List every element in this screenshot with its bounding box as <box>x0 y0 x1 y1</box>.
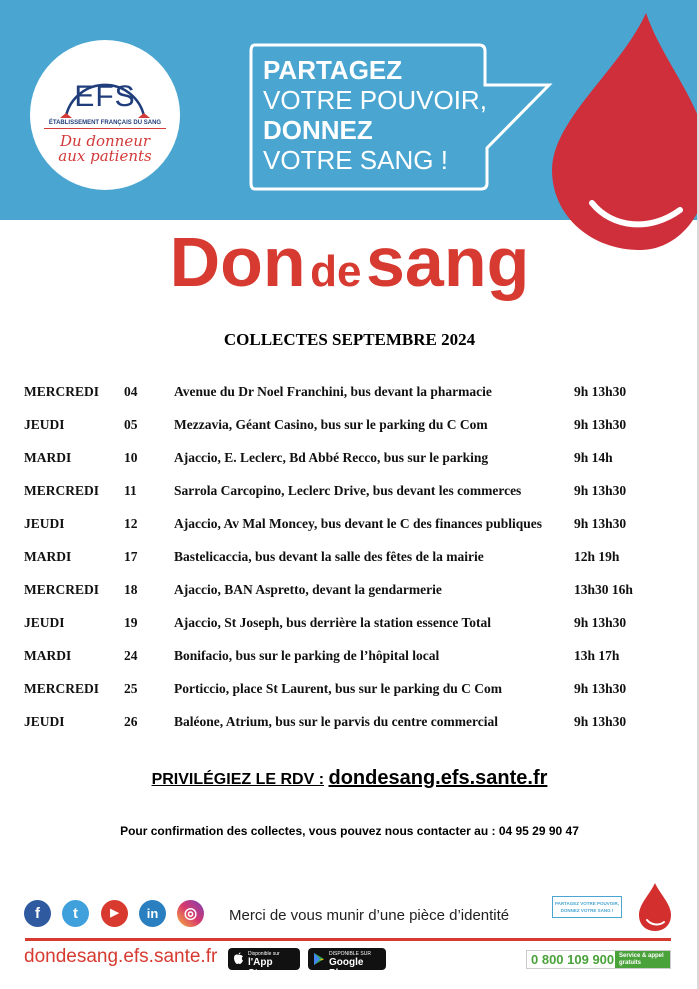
rdv-callout <box>0 767 699 790</box>
table-row <box>24 516 684 549</box>
row-day: MARDI <box>24 450 72 465</box>
row-date: 17 <box>124 549 138 564</box>
free-phone-number: 0 800 109 900 <box>531 952 615 967</box>
row-place: Baléone, Atrium, bus sur le parvis du centre commercial <box>174 714 498 729</box>
row-day: JEUDI <box>24 714 65 729</box>
row-date: 18 <box>124 582 138 597</box>
efs-tagline-1: Du donneur <box>59 132 151 150</box>
google-play-badge[interactable] <box>308 948 386 979</box>
table-row <box>24 615 684 648</box>
apple-icon <box>233 952 244 965</box>
row-place: Bonifacio, bus sur le parking de l’hôpital local <box>174 648 440 663</box>
mini-slogan-2: DONNEZ VOTRE SANG ! <box>560 908 614 913</box>
app-store-name: l'App Store <box>248 957 274 979</box>
row-time: 13h 17h <box>574 648 620 663</box>
row-day: MERCREDI <box>24 483 100 498</box>
blood-drop-icon <box>550 10 699 250</box>
slogan-line-3: DONNEZ <box>263 115 373 145</box>
title-sang: sang <box>365 223 530 301</box>
row-date: 19 <box>124 615 138 630</box>
free-phone-badge[interactable] <box>526 950 671 969</box>
rdv-label: PRIVILÉGIEZ LE RDV : <box>151 771 325 788</box>
row-date: 24 <box>124 648 138 663</box>
row-time: 9h 14h <box>574 450 613 465</box>
google-play-small-text: DISPONIBLE SUR <box>329 951 371 957</box>
row-day: MARDI <box>24 549 72 564</box>
table-row <box>24 450 684 483</box>
row-place: Ajaccio, Av Mal Moncey, bus devant le C des finances publiques <box>174 516 543 531</box>
mini-blood-drop-icon <box>636 882 674 932</box>
google-play-name: Google Play <box>329 957 364 979</box>
row-time: 9h 13h30 <box>574 714 627 729</box>
efs-tagline <box>30 134 180 164</box>
row-time: 9h 13h30 <box>574 384 627 399</box>
row-day: JEUDI <box>24 516 65 531</box>
row-time: 9h 13h30 <box>574 483 627 498</box>
row-time: 9h 13h30 <box>574 516 627 531</box>
efs-tagline-2: aux patients <box>58 147 152 165</box>
efs-letters: EFS <box>74 80 136 113</box>
row-date: 25 <box>124 681 138 696</box>
slogan-line-4: VOTRE SANG ! <box>263 145 448 175</box>
collectes-heading: COLLECTES SEPTEMBRE 2024 <box>223 330 476 349</box>
table-row <box>24 417 684 450</box>
row-place: Ajaccio, BAN Aspretto, devant la gendarmerie <box>174 582 442 597</box>
table-row <box>24 582 684 615</box>
efs-logo <box>30 40 180 190</box>
table-row <box>24 549 684 582</box>
row-day: JEUDI <box>24 615 65 630</box>
row-day: MERCREDI <box>24 681 100 696</box>
google-play-icon <box>313 952 325 966</box>
app-store-small-text: Disponible sur <box>248 951 280 957</box>
efs-org-name: ÉTABLISSEMENT FRANÇAIS DU SANG <box>44 120 166 129</box>
row-date: 10 <box>124 450 138 465</box>
linkedin-icon[interactable]: in <box>139 900 166 927</box>
row-time: 13h30 16h <box>574 582 633 597</box>
app-store-badge[interactable] <box>228 948 300 979</box>
schedule-table <box>24 384 684 747</box>
row-date: 11 <box>124 483 137 498</box>
confirmation-text: Pour confirmation des collectes, vous pouvez nous contacter au : 04 95 29 90 47 <box>120 824 579 838</box>
row-date: 26 <box>124 714 138 729</box>
row-place: Porticcio, place St Laurent, bus sur le parking du C Com <box>174 681 503 696</box>
campaign-slogan <box>263 55 487 175</box>
table-row <box>24 483 684 516</box>
id-reminder: Merci de vous munir d’une pièce d’identité <box>229 907 510 924</box>
row-date: 12 <box>124 516 138 531</box>
footer-divider <box>25 938 671 941</box>
row-place: Avenue du Dr Noel Franchini, bus devant la pharmacie <box>174 384 492 399</box>
row-time: 12h 19h <box>574 549 620 564</box>
row-place: Bastelicaccia, bus devant la salle des fêtes de la mairie <box>174 549 484 564</box>
table-row <box>24 384 684 417</box>
row-place: Ajaccio, E. Leclerc, Bd Abbé Recco, bus sur le parking <box>174 450 489 465</box>
row-place: Mezzavia, Géant Casino, bus sur le parking du C Com <box>174 417 488 432</box>
table-row <box>24 648 684 681</box>
table-row <box>24 681 684 714</box>
page-title <box>0 222 699 302</box>
slogan-line-1: PARTAGEZ <box>263 55 403 85</box>
row-time: 9h 13h30 <box>574 681 627 696</box>
row-date: 04 <box>124 384 138 399</box>
row-day: JEUDI <box>24 417 65 432</box>
title-de: de <box>310 247 362 296</box>
slogan-line-2: VOTRE POUVOIR, <box>263 85 487 115</box>
table-row <box>24 714 684 747</box>
row-time: 9h 13h30 <box>574 417 627 432</box>
row-place: Ajaccio, St Joseph, bus derrière la station essence Total <box>174 615 491 630</box>
footer-website-link[interactable]: dondesang.efs.sante.fr <box>24 946 218 967</box>
row-place: Sarrola Carcopino, Leclerc Drive, bus devant les commerces <box>174 483 522 498</box>
instagram-icon[interactable]: ◎ <box>177 900 204 927</box>
twitter-icon[interactable]: t <box>62 900 89 927</box>
row-day: MERCREDI <box>24 384 100 399</box>
mini-slogan-bubble <box>552 896 622 918</box>
row-date: 05 <box>124 417 138 432</box>
youtube-icon[interactable]: ▶ <box>101 900 128 927</box>
row-day: MERCREDI <box>24 582 100 597</box>
facebook-icon[interactable]: f <box>24 900 51 927</box>
rdv-link[interactable]: dondesang.efs.sante.fr <box>328 767 548 789</box>
mini-slogan-1: PARTAGEZ VOTRE POUVOIR, <box>554 901 620 906</box>
title-don: Don <box>169 223 306 301</box>
free-phone-tag: Service & appel gratuits <box>615 951 670 968</box>
row-time: 9h 13h30 <box>574 615 627 630</box>
row-day: MARDI <box>24 648 72 663</box>
